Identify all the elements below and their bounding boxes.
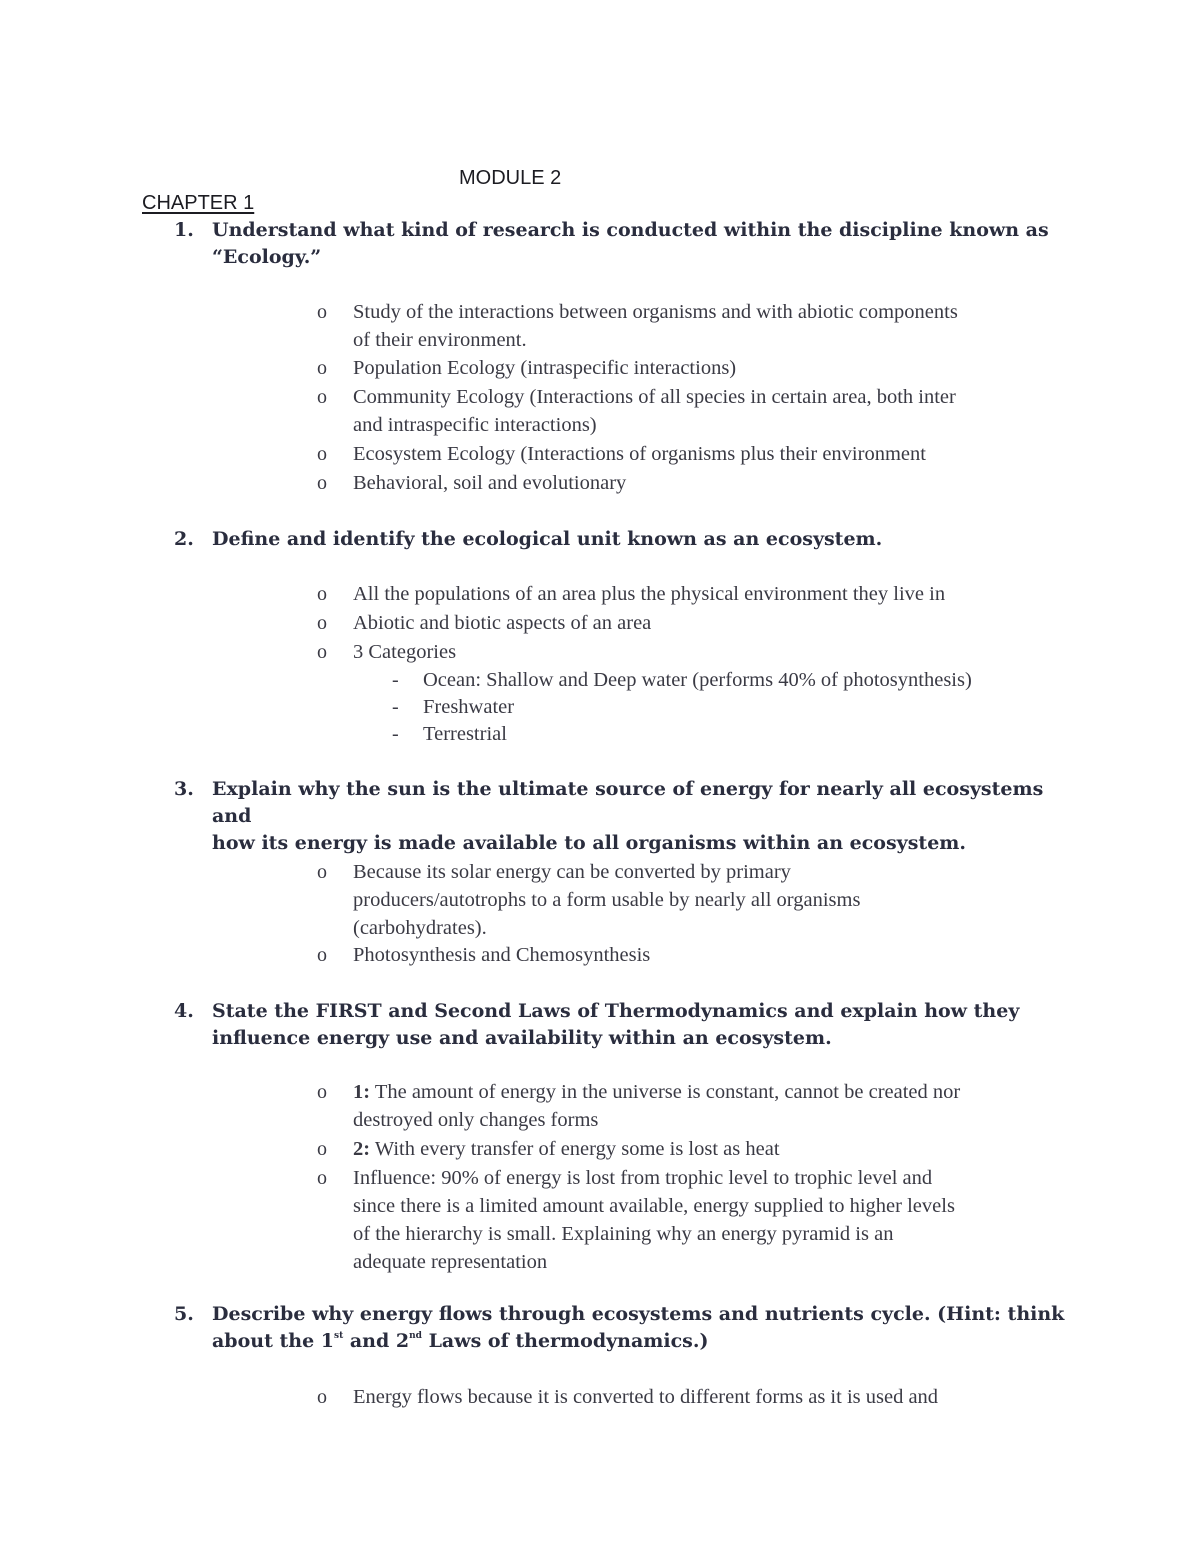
bullet-text: 2: With every transfer of energy some is lost as heat — [353, 1138, 780, 1160]
sub-item-marker: - — [392, 696, 399, 718]
bullet-text: Abiotic and biotic aspects of an area — [353, 612, 652, 634]
bullet-text: Study of the interactions between organisms and with abiotic components of their environment. — [353, 301, 958, 351]
bullet-marker: o — [317, 443, 327, 465]
bullet-text: Because its solar energy can be converted by primary producers/autotrophs to a form usable by nearly all organisms (carbohydrates). — [353, 861, 861, 939]
question-number: 4. — [174, 1000, 194, 1022]
bullet-text: Community Ecology (Interactions of all species in certain area, both inter and intraspecific interactions) — [353, 386, 956, 436]
chapter-title: CHAPTER 1 — [142, 192, 255, 214]
bullet-marker: o — [317, 944, 327, 966]
question-text: Explain why the sun is the ultimate source of energy for nearly all ecosystems and how its energy is made available to all organisms within an ecosystem. — [212, 778, 1044, 854]
module-title: MODULE 2 — [459, 167, 562, 189]
sub-item-marker: - — [392, 669, 399, 691]
question-number: 1. — [174, 219, 194, 241]
bullet-marker: o — [317, 357, 327, 379]
sub-item-text: Ocean: Shallow and Deep water (performs 40% of photosynthesis) — [423, 669, 972, 691]
question-text: Describe why energy flows through ecosystems and nutrients cycle. (Hint: think about the 1st and 2nd Laws of thermodynamics.) — [212, 1303, 1065, 1352]
bullet-text: 3 Categories — [353, 641, 457, 663]
bullet-marker: o — [317, 301, 327, 323]
question-text: Define and identify the ecological unit known as an ecosystem. — [212, 528, 883, 550]
sub-item-marker: - — [392, 723, 399, 745]
bullet-marker: o — [317, 641, 327, 663]
sub-item-text: Freshwater — [423, 696, 515, 718]
bullet-text: 1: The amount of energy in the universe is constant, cannot be created nor destroyed only changes forms — [353, 1081, 961, 1131]
bullet-marker: o — [317, 386, 327, 408]
bullet-text: Influence: 90% of energy is lost from trophic level to trophic level and since there is a limited amount available, energy supplied to higher levels of the hierarchy is small. Explaining why an energy pyramid is an adequate representation — [353, 1167, 955, 1273]
bullet-marker: o — [317, 583, 327, 605]
bullet-marker: o — [317, 1386, 327, 1408]
bullet-text: Population Ecology (intraspecific interactions) — [353, 357, 737, 379]
bullet-marker: o — [317, 1138, 327, 1160]
bullet-text: All the populations of an area plus the physical environment they live in — [353, 583, 946, 605]
sub-item-text: Terrestrial — [423, 723, 507, 745]
question-text: State the FIRST and Second Laws of Thermodynamics and explain how they influence energy use and availability within an ecosystem. — [212, 1000, 1020, 1049]
bullet-marker: o — [317, 1167, 327, 1189]
question-number: 5. — [174, 1303, 194, 1325]
question-number: 3. — [174, 778, 194, 800]
bullet-text: Energy flows because it is converted to different forms as it is used and — [353, 1386, 939, 1408]
question-text: Understand what kind of research is conducted within the discipline known as “Ecology.” — [212, 219, 1049, 268]
bullet-marker: o — [317, 472, 327, 494]
bullet-marker: o — [317, 861, 327, 883]
bullet-marker: o — [317, 612, 327, 634]
bullet-marker: o — [317, 1081, 327, 1103]
bullet-text: Ecosystem Ecology (Interactions of organisms plus their environment — [353, 443, 926, 465]
question-number: 2. — [174, 528, 194, 550]
bullet-text: Photosynthesis and Chemosynthesis — [353, 944, 651, 966]
bullet-text: Behavioral, soil and evolutionary — [353, 472, 627, 494]
